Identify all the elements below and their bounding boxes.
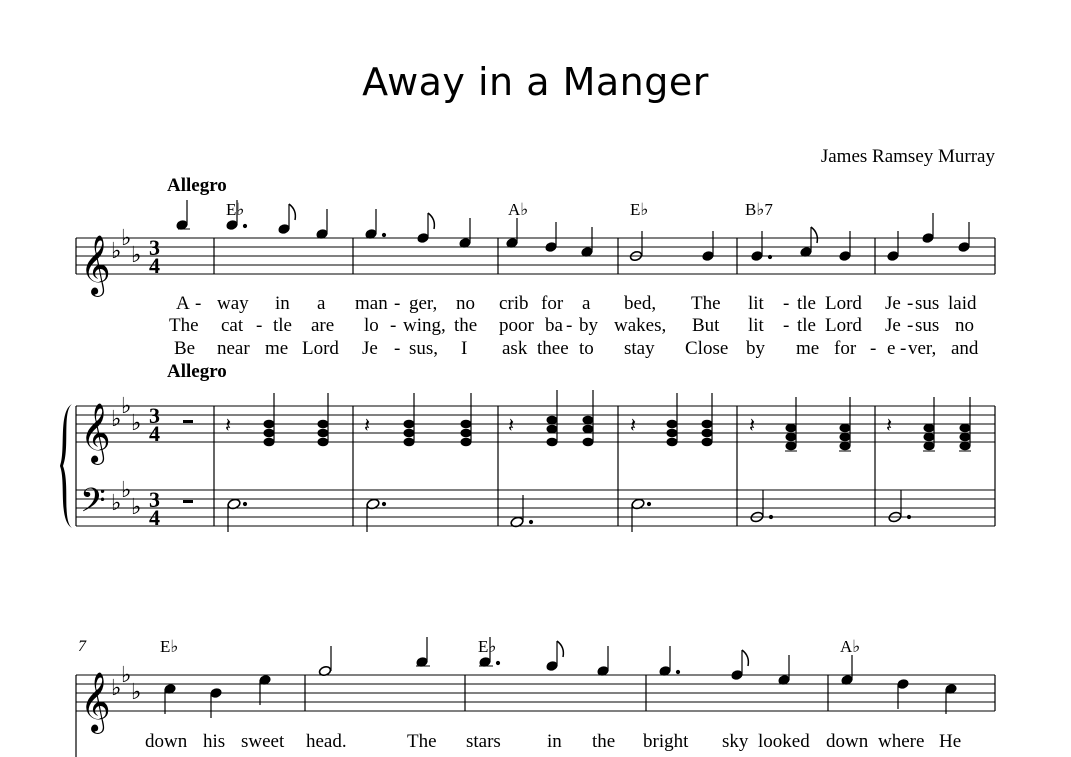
- lyric-syllable: where: [878, 731, 925, 752]
- chord-measure-3: [508, 390, 593, 446]
- lyric-syllable: Lord: [825, 293, 862, 314]
- lyric-syllable: sky: [722, 731, 749, 752]
- svg-text:♭: ♭: [131, 243, 142, 268]
- lyric-syllable: Je: [885, 315, 901, 336]
- lyrics-verse-1: [176, 293, 977, 314]
- chord-measure-2: [364, 393, 471, 446]
- chord-measure-4: [630, 393, 712, 446]
- lyric-hyphen: -: [394, 338, 401, 359]
- lyrics-verse-1-system-2: [145, 731, 961, 752]
- lyric-syllable: Je: [885, 293, 901, 314]
- bass-clef-icon: 𝄢: [80, 482, 106, 528]
- lyric-syllable: to: [579, 338, 594, 359]
- lyric-syllable: ger,: [409, 293, 438, 314]
- lyric-syllable: by: [579, 315, 598, 336]
- lyric-syllable: tle: [797, 293, 816, 314]
- lyric-syllable: The: [691, 293, 721, 314]
- lyric-hyphen: -: [566, 315, 573, 336]
- lyric-syllable: ba: [545, 315, 563, 336]
- lyric-syllable: ask: [502, 338, 528, 359]
- chord-symbols-system-2: [160, 637, 860, 656]
- lyric-syllable: Je: [362, 338, 378, 359]
- lyric-syllable: Lord: [825, 315, 862, 336]
- svg-text:3: 3: [149, 487, 160, 512]
- lyric-syllable: stars: [466, 731, 501, 752]
- lyric-syllable: head.: [306, 731, 347, 752]
- lyric-hyphen: -: [256, 315, 263, 336]
- tempo-marking-piano: Allegro: [167, 361, 227, 382]
- lyric-syllable: down: [145, 731, 188, 752]
- lyric-syllable: cat: [221, 315, 244, 336]
- lyric-syllable: me: [796, 338, 820, 359]
- chord-symbol: E♭: [160, 637, 179, 656]
- lyric-syllable: bright: [643, 731, 689, 752]
- key-signature-vocal: [111, 226, 141, 268]
- lyric-syllable: the: [454, 315, 478, 336]
- treble-clef-icon: 𝄞: [80, 235, 111, 295]
- vocal-notes-2: [164, 637, 958, 718]
- lyric-syllable: lo: [364, 315, 379, 336]
- lyric-hyphen: -: [907, 315, 914, 336]
- svg-text:♭: ♭: [111, 407, 122, 432]
- lyric-syllable: man: [355, 293, 388, 314]
- lyric-syllable: sus: [915, 315, 940, 336]
- svg-text:4: 4: [149, 253, 160, 278]
- svg-text:♭: ♭: [121, 663, 132, 688]
- chord-measure-1: [225, 393, 328, 446]
- lyric-syllable: A: [176, 293, 190, 314]
- treble-clef-icon: 𝄞: [80, 403, 111, 463]
- chord-symbol: B♭7: [745, 200, 773, 219]
- svg-text:♭: ♭: [111, 676, 122, 701]
- svg-text:𝄽: 𝄽: [749, 413, 756, 437]
- lyric-syllable: poor: [499, 315, 534, 336]
- svg-text:4: 4: [149, 505, 160, 530]
- lyric-syllable: wing,: [403, 315, 446, 336]
- svg-text:♭: ♭: [131, 680, 142, 705]
- lyric-syllable: lit: [748, 293, 764, 314]
- barlines: [214, 238, 995, 526]
- lyric-syllable: near: [217, 338, 250, 359]
- lyric-syllable: I: [461, 338, 468, 359]
- svg-text:3: 3: [149, 403, 160, 428]
- lyric-syllable: no: [456, 293, 475, 314]
- svg-text:♭: ♭: [121, 394, 132, 419]
- lyric-syllable: by: [746, 338, 765, 359]
- lyric-syllable: are: [311, 315, 335, 336]
- lyric-syllable: tle: [273, 315, 292, 336]
- svg-text:♭: ♭: [121, 226, 132, 251]
- system-1: [60, 200, 995, 532]
- lyric-syllable: looked: [758, 731, 810, 752]
- lyric-syllable: But: [692, 315, 720, 336]
- chord-symbols-system-1: [226, 200, 773, 219]
- lyric-syllable: ver,: [908, 338, 937, 359]
- svg-text:♭: ♭: [111, 491, 122, 516]
- chord-symbol: E♭: [226, 200, 245, 219]
- lyric-syllable: crib: [499, 293, 529, 314]
- lyric-hyphen: -: [870, 338, 877, 359]
- lyric-syllable: me: [265, 338, 289, 359]
- treble-clef-icon: 𝄞: [80, 672, 111, 732]
- chord-symbol: A♭: [840, 637, 861, 656]
- lyric-syllable: a: [317, 293, 326, 314]
- composer-name: James Ramsey Murray: [820, 146, 995, 167]
- key-signature-vocal-2: [111, 663, 141, 705]
- lyric-syllable: wakes,: [614, 315, 667, 336]
- lyric-syllable: in: [547, 731, 562, 752]
- key-signature-piano-treble: [111, 394, 141, 436]
- lyric-hyphen: -: [195, 293, 202, 314]
- svg-text:4: 4: [149, 421, 160, 446]
- lyric-hyphen: -: [390, 315, 397, 336]
- lyric-syllable: The: [169, 315, 199, 336]
- lyric-syllable: thee: [537, 338, 569, 359]
- lyric-syllable: for: [541, 293, 564, 314]
- lyric-syllable: down: [826, 731, 869, 752]
- song-title: Away in a Manger: [362, 60, 709, 104]
- tempo-marking-voice: Allegro: [167, 175, 227, 196]
- lyric-syllable: no: [955, 315, 974, 336]
- lyric-syllable: bed,: [624, 293, 657, 314]
- svg-text:𝄽: 𝄽: [508, 413, 515, 437]
- chord-symbol: E♭: [630, 200, 649, 219]
- svg-text:𝄽: 𝄽: [886, 413, 893, 437]
- lyric-syllable: He: [939, 731, 962, 752]
- chord-symbol: A♭: [508, 200, 529, 219]
- lyric-syllable: Close: [685, 338, 729, 359]
- svg-text:♭: ♭: [121, 478, 132, 503]
- lyric-syllable: a: [582, 293, 591, 314]
- lyric-syllable: way: [217, 293, 249, 314]
- lyric-syllable: his: [203, 731, 226, 752]
- chord-symbol: E♭: [478, 637, 497, 656]
- measure-number: 7: [78, 638, 86, 655]
- svg-text:♭: ♭: [131, 495, 142, 520]
- lyric-syllable: e: [887, 338, 896, 359]
- lyric-syllable: stay: [624, 338, 655, 359]
- lyric-syllable: The: [407, 731, 437, 752]
- key-signature-piano-bass: [111, 478, 141, 520]
- lyric-syllable: sweet: [241, 731, 285, 752]
- lyric-syllable: the: [592, 731, 616, 752]
- lyric-syllable: tle: [797, 315, 816, 336]
- svg-text:♭: ♭: [111, 239, 122, 264]
- lyric-hyphen: -: [900, 338, 907, 359]
- lyrics-verse-2: [169, 315, 974, 336]
- lyric-hyphen: -: [783, 293, 790, 314]
- svg-text:3: 3: [149, 235, 160, 260]
- lyric-syllable: for: [834, 338, 857, 359]
- time-signature: [149, 235, 160, 530]
- svg-text:𝄽: 𝄽: [630, 413, 637, 437]
- piano-brace: [60, 404, 72, 528]
- lyric-syllable: sus,: [409, 338, 439, 359]
- lyric-syllable: sus: [915, 293, 940, 314]
- vocal-notes: [176, 200, 971, 262]
- lyric-syllable: lit: [748, 315, 764, 336]
- lyrics-verse-3: [174, 338, 979, 359]
- svg-text:𝄽: 𝄽: [225, 413, 232, 437]
- svg-text:𝄽: 𝄽: [364, 413, 371, 437]
- lyric-syllable: Lord: [302, 338, 339, 359]
- lyric-hyphen: -: [783, 315, 790, 336]
- lyric-syllable: Be: [174, 338, 196, 359]
- system-2: [76, 637, 995, 757]
- lyric-syllable: in: [275, 293, 290, 314]
- lyric-syllable: laid: [948, 293, 977, 314]
- lyric-syllable: and: [951, 338, 979, 359]
- svg-text:♭: ♭: [131, 411, 142, 436]
- lyric-hyphen: -: [394, 293, 401, 314]
- lyric-hyphen: -: [907, 293, 914, 314]
